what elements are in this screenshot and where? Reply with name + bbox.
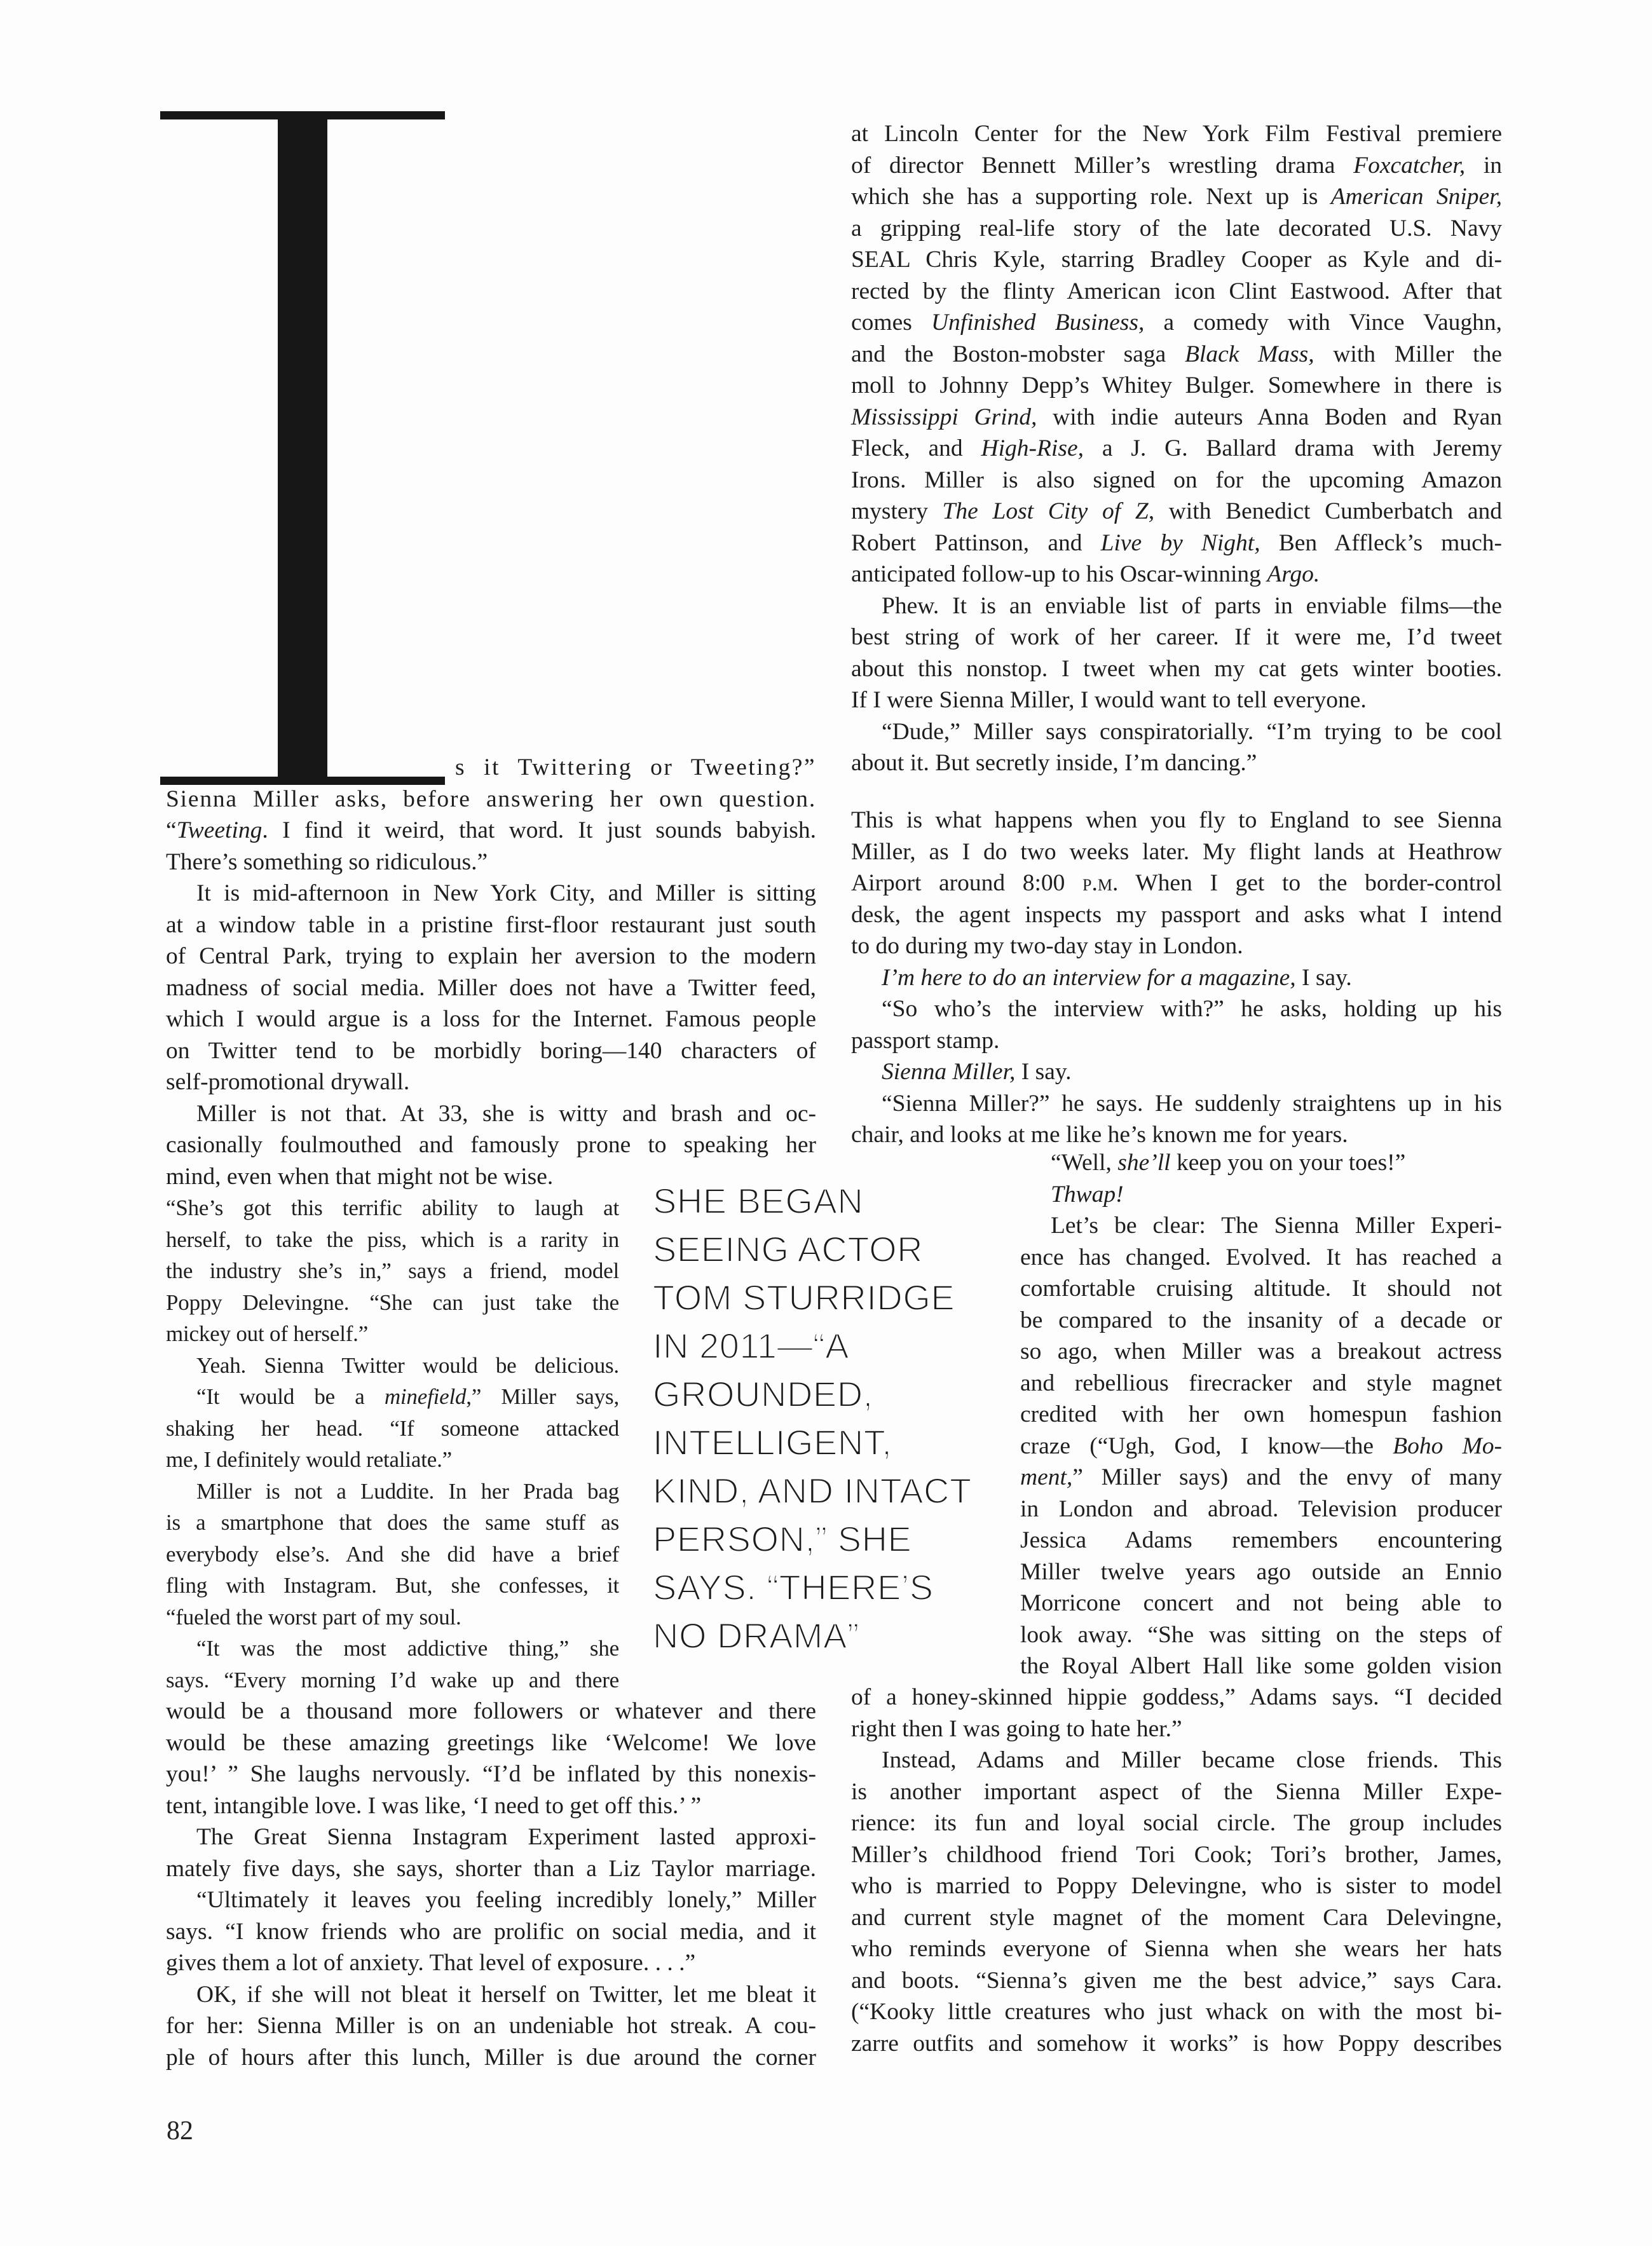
text-line: If I were Sienna Miller, I would want to tell everyone.: [851, 687, 1367, 713]
text-line: gives them a lot of anxiety. That level of exposure. . . .”: [166, 1950, 696, 1976]
text-line: of director Bennett Miller’s wrestling drama Foxcatcher, in: [851, 152, 1503, 179]
text-line: Robert Pattinson, and Live by Night, Ben Affleck’s much-: [851, 529, 1502, 556]
text-line: “It would be a minefield,” Miller says,: [196, 1384, 619, 1409]
text-line: Irons. Miller is also signed on for the upcoming Amazon: [851, 466, 1502, 493]
text-line: Mississippi Grind, with indie auteurs Anna Boden and Ryan: [851, 404, 1502, 430]
text-line: Miller twelve years ago outside an Ennio: [1020, 1558, 1502, 1585]
text-line: The Great Sienna Instagram Experiment lasted approxi-: [196, 1824, 816, 1850]
text-line: mystery The Lost City of Z, with Benedict Cumberbatch and: [851, 498, 1502, 524]
text-line: the Royal Albert Hall like some golden vision: [1020, 1653, 1502, 1679]
text-line: Miller is not a Luddite. In her Prada bag: [196, 1478, 619, 1504]
text-line: It is mid-afternoon in New York City, and Miller is sitting: [196, 880, 816, 906]
pull-quote: [653, 1177, 1013, 1660]
text-line: who is married to Poppy Delevingne, who is sister to model: [851, 1873, 1502, 1899]
text-line: Miller is not that. At 33, she is witty and brash and oc-: [196, 1100, 816, 1127]
text-line: “She’s got this terrific ability to laugh at: [166, 1195, 619, 1220]
text-line: a gripping real-life story of the late decorated U.S. Navy: [851, 215, 1502, 242]
text-line: and the Boston-mobster saga Black Mass, with Miller the: [851, 341, 1502, 367]
text-line: at a window table in a pristine first-floor restaurant just south: [166, 911, 816, 938]
text-line: of Central Park, trying to explain her aversion to the modern: [166, 943, 816, 969]
text-line: about this nonstop. I tweet when my cat gets winter booties.: [851, 655, 1502, 682]
text-line: for her: Sienna Miller is on an undeniable hot streak. A cou-: [166, 2013, 816, 2039]
text-line: zarre outfits and somehow it works” is how Poppy describes: [851, 2030, 1502, 2057]
text-line: “Ultimately it leaves you feeling incredibly lonely,” Miller: [196, 1887, 816, 1913]
text-line: Sienna Miller, I say.: [882, 1059, 1072, 1085]
text-line: There’s something so ridiculous.”: [166, 848, 488, 875]
text-line: and boots. “Sienna’s given me the best advice,” says Cara.: [851, 1967, 1502, 1994]
text-line: is a smartphone that does the same stuff as: [166, 1510, 619, 1535]
text-line: anticipated follow-up to his Oscar-winning Argo.: [851, 561, 1320, 587]
text-line: madness of social media. Miller does not have a Twitter feed,: [166, 974, 816, 1001]
text-line: which I would argue is a loss for the Internet. Famous people: [166, 1006, 816, 1032]
right-column-upper-text: [851, 118, 1502, 779]
text-line: to do during my two-day stay in London.: [851, 933, 1243, 959]
text-line: rected by the flinty American icon Clint Eastwood. After that: [851, 278, 1502, 304]
text-line: PERSON,” SHE: [653, 1519, 912, 1559]
text-line: comfortable cruising altitude. It should not: [1020, 1276, 1502, 1302]
text-line: self-promotional drywall.: [166, 1069, 410, 1095]
text-line: Sienna Miller asks, before answering her own question.: [166, 786, 816, 812]
right-column-lower-text: [851, 1682, 1502, 2059]
text-line: “It was the most addictive thing,” she: [196, 1636, 619, 1661]
left-column-lower-text: [166, 1696, 816, 2073]
text-line: at Lincoln Center for the New York Film Festival premiere: [851, 121, 1502, 147]
text-line: “fueled the worst part of my soul.: [166, 1604, 461, 1630]
text-line: Thwap!: [1051, 1181, 1124, 1208]
text-line: mickey out of herself.”: [166, 1321, 369, 1346]
text-line: SHE BEGAN: [653, 1181, 864, 1221]
text-line: best string of work of her career. If it were me, I’d tweet: [851, 624, 1502, 650]
text-line: and rebellious firecracker and style magnet: [1020, 1370, 1502, 1396]
text-line: SEEING ACTOR: [653, 1229, 924, 1269]
text-line: chair, and looks at me like he’s known me for years.: [851, 1122, 1348, 1148]
page-number: 82: [167, 2116, 193, 2146]
text-line: (“Kooky little creatures who just whack on with the most bi-: [851, 1999, 1502, 2025]
text-line: Jessica Adams remembers encountering: [1020, 1527, 1502, 1553]
text-line: says. “I know friends who are prolific on social media, and it: [166, 1918, 816, 1945]
text-line: Fleck, and High-Rise, a J. G. Ballard drama with Jeremy: [851, 435, 1502, 461]
text-line: right then I was going to hate her.”: [851, 1715, 1182, 1742]
text-line: “Tweeting. I find it weird, that word. It just sounds babyish.: [166, 817, 816, 843]
text-line: Miller’s childhood friend Tori Cook; Tori’s brother, James,: [851, 1841, 1502, 1868]
text-line: tent, intangible love. I was like, ‘I need to get off this.’ ”: [166, 1792, 702, 1819]
text-line: is another important aspect of the Sienna Miller Expe-: [851, 1778, 1502, 1805]
text-line: herself, to take the piss, which is a rarity in: [166, 1227, 619, 1252]
text-line: NO DRAMA”: [653, 1616, 859, 1656]
text-line: GROUNDED,: [653, 1374, 873, 1414]
text-line: Let’s be clear: The Sienna Miller Experi-: [1051, 1213, 1502, 1239]
text-line: I’m here to do an interview for a magazine, I say.: [882, 964, 1352, 991]
text-line: “Sienna Miller?” he says. He suddenly straightens up in his: [882, 1090, 1502, 1117]
text-line: be compared to the insanity of a decade or: [1020, 1307, 1502, 1333]
text-line: SAYS. “THERE’S: [653, 1567, 934, 1607]
drop-cap-stem: [278, 119, 327, 777]
drop-cap-top-serif: [160, 111, 445, 119]
text-line: IN 2011—“A: [653, 1326, 849, 1366]
text-line: s it Twittering or Tweeting?”: [455, 754, 816, 780]
text-line: Instead, Adams and Miller became close friends. This: [882, 1747, 1502, 1773]
text-line: about it. But secretly inside, I’m dancing.”: [851, 750, 1257, 776]
text-line: comes Unfinished Business, a comedy with Vince Vaughn,: [851, 310, 1502, 336]
text-line: moll to Johnny Depp’s Whitey Bulger. Somewhere in there is: [851, 372, 1502, 398]
text-line: TOM STURRIDGE: [653, 1277, 955, 1317]
text-line: the industry she’s in,” says a friend, model: [166, 1258, 619, 1283]
right-column-narrow-text: [1020, 1147, 1502, 1682]
text-line: Morricone concert and not being able to: [1020, 1590, 1502, 1616]
text-line: and current style magnet of the moment Cara Delevingne,: [851, 1904, 1502, 1931]
text-line: “Dude,” Miller says conspiratorially. “I’m trying to be cool: [882, 718, 1502, 745]
right-column-section-text: [851, 805, 1502, 1151]
text-line: Miller, as I do two weeks later. My flight lands at Heathrow: [851, 838, 1502, 865]
text-line: which she has a supporting role. Next up is American Sniper,: [851, 184, 1502, 210]
text-line: look away. “She was sitting on the steps of: [1020, 1621, 1502, 1648]
text-line: on Twitter tend to be morbidly boring—140 characters of: [166, 1037, 816, 1064]
text-line: Yeah. Sienna Twitter would be delicious.: [196, 1352, 619, 1378]
text-line: casionally foulmouthed and famously prone to speaking her: [166, 1132, 816, 1158]
text-line: mately five days, she says, shorter than a Liz Taylor marriage.: [166, 1855, 816, 1882]
text-line: mind, even when that might not be wise.: [166, 1163, 554, 1190]
text-line: “So who’s the interview with?” he asks, holding up his: [882, 996, 1502, 1022]
text-line: INTELLIGENT,: [653, 1422, 892, 1462]
text-line: Phew. It is an enviable list of parts in enviable films—the: [882, 592, 1502, 619]
text-line: would be a thousand more followers or whatever and there: [166, 1698, 816, 1724]
text-line: rience: its fun and loyal social circle. The group includes: [851, 1810, 1502, 1836]
text-line: ence has changed. Evolved. It has reached a: [1020, 1244, 1502, 1270]
text-line: KIND, AND INTACT: [653, 1471, 972, 1511]
text-line: passport stamp.: [851, 1027, 1000, 1054]
text-line: OK, if she will not bleat it herself on Twitter, let me bleat it: [196, 1981, 816, 2008]
text-line: ple of hours after this lunch, Miller is due around the corner: [166, 2044, 816, 2071]
text-line: would be these amazing greetings like ‘Welcome! We love: [166, 1729, 816, 1756]
text-line: This is what happens when you fly to England to see Sienna: [851, 807, 1502, 833]
text-line: fling with Instagram. But, she confesses, it: [166, 1573, 619, 1598]
text-line: desk, the agent inspects my passport and asks what I intend: [851, 901, 1502, 928]
text-line: “Well, she’ll keep you on your toes!”: [1051, 1150, 1406, 1176]
text-line: me, I definitely would retaliate.”: [166, 1447, 452, 1472]
drop-cap-letter-i: [160, 111, 445, 785]
text-line: everybody else’s. And she did have a brief: [166, 1541, 619, 1567]
text-line: shaking her head. “If someone attacked: [166, 1415, 619, 1441]
left-column-narrow-text: [166, 1192, 619, 1696]
text-line: of a honey-skinned hippie goddess,” Adams says. “I decided: [851, 1684, 1502, 1710]
text-line: so ago, when Miller was a breakout actress: [1020, 1338, 1502, 1365]
text-line: ment,” Miller says) and the envy of many: [1020, 1464, 1502, 1490]
text-line: in London and abroad. Television producer: [1020, 1495, 1502, 1522]
text-line: Airport around 8:00 p.m. When I get to the border-control: [851, 870, 1502, 896]
text-line: credited with her own homespun fashion: [1020, 1401, 1502, 1427]
text-line: SEAL Chris Kyle, starring Bradley Cooper as Kyle and di-: [851, 247, 1502, 273]
drop-cap-glyph: [160, 111, 162, 118]
text-line: craze (“Ugh, God, I know—the Boho Mo-: [1020, 1433, 1502, 1459]
text-line: Poppy Delevingne. “She can just take the: [166, 1290, 619, 1315]
text-line: who reminds everyone of Sienna when she wears her hats: [851, 1936, 1502, 1962]
text-line: says. “Every morning I’d wake up and there: [166, 1667, 619, 1692]
left-column-upper-text: [166, 752, 816, 1192]
text-line: you!’ ” She laughs nervously. “I’d be inflated by this nonexis-: [166, 1761, 816, 1787]
